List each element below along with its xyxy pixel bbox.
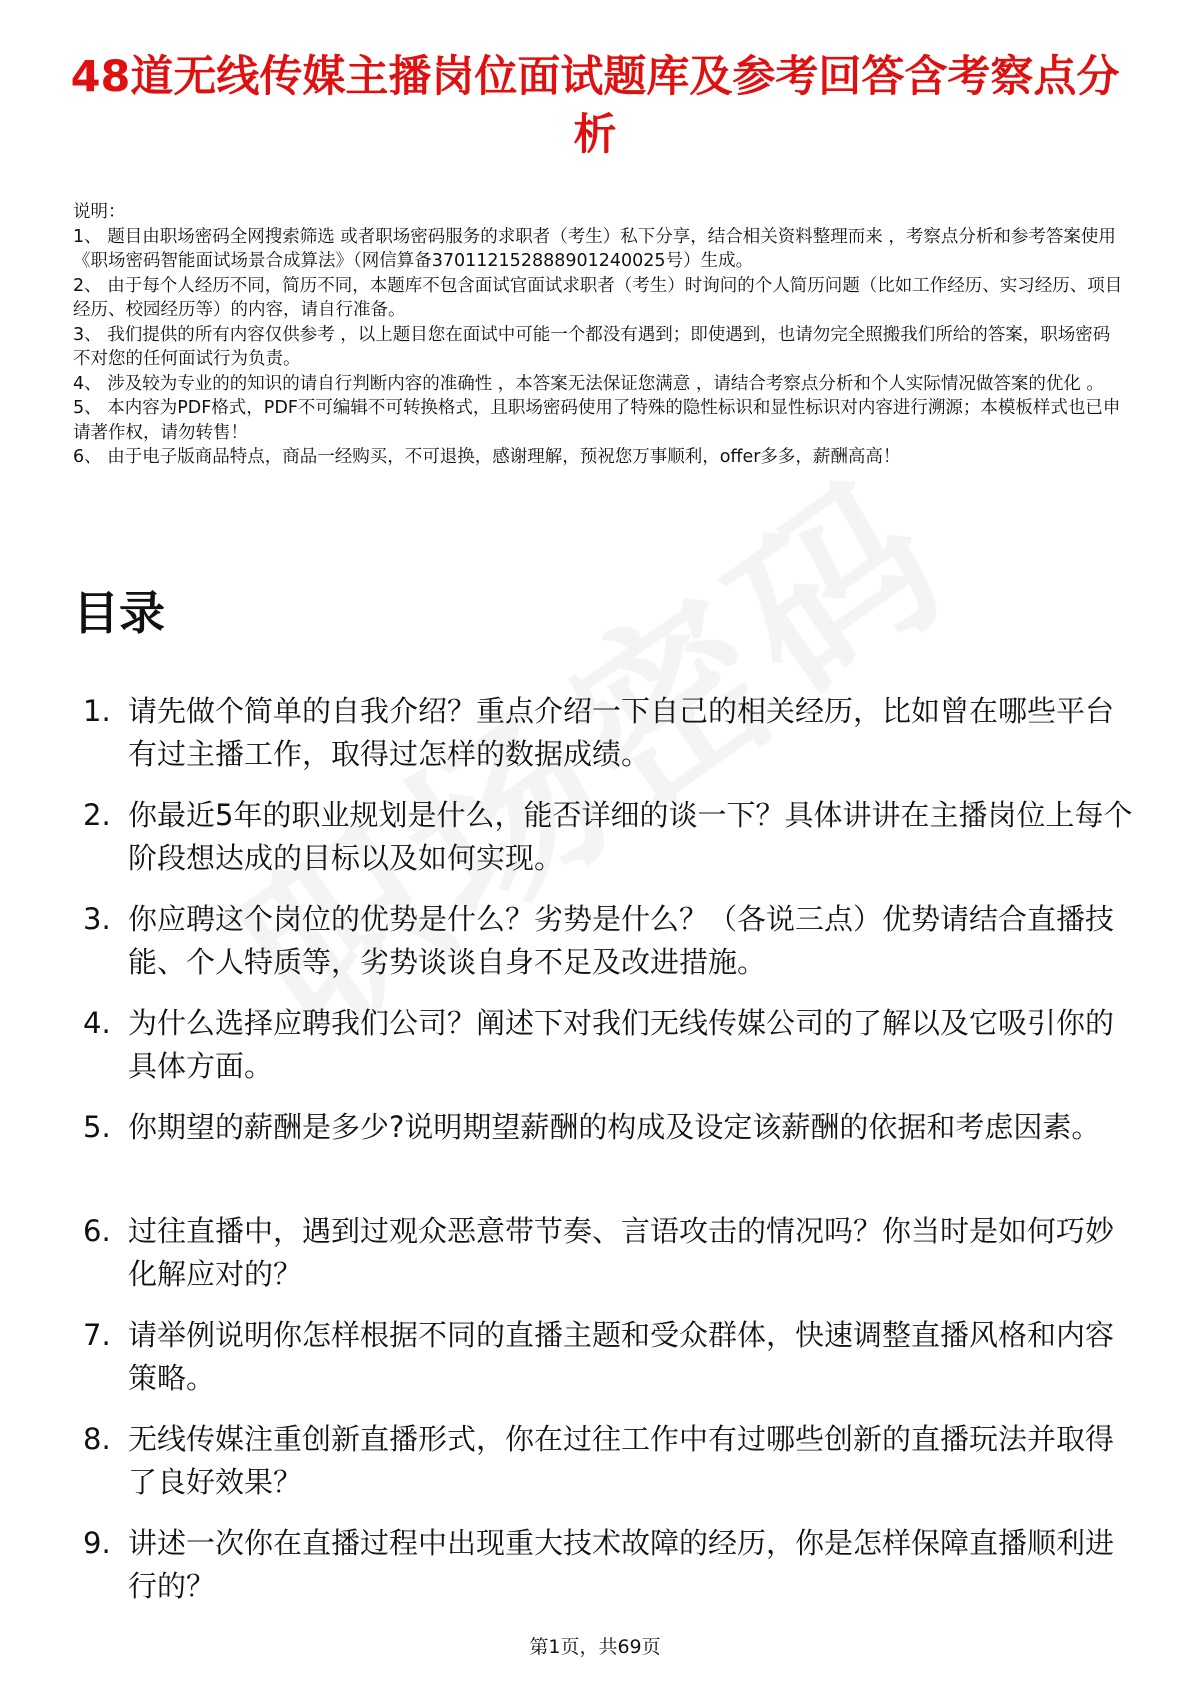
toc-item-2[interactable] [73, 794, 1133, 880]
toc-item-number: 9. [83, 1526, 111, 1560]
toc-item-9[interactable] [73, 1522, 1133, 1608]
toc-item-5[interactable] [73, 1106, 1133, 1192]
toc-item-1[interactable] [73, 690, 1133, 776]
note-item-4: 4、 涉及较为专业的的知识的请自行判断内容的准确性 ，本答案无法保证您满意 ，请结合考察点分析和个人实际情况做答案的优化 。 [73, 373, 1104, 394]
note-item-1: 1、 题目由职场密码全网搜索筛选 或者职场密码服务的求职者（考生）私下分享，结合相关资料整理而来 ，考察点分析和参考答案使用《职场密码智能面试场景合成算法》（网信算备370112152888901240025号）生成。 [73, 226, 1116, 271]
toc-item-text: 请举例说明你怎样根据不同的直播主题和受众群体，快速调整直播风格和内容策略。 [128, 1318, 1115, 1395]
toc-item-text: 你期望的薪酬是多少?说明期望薪酬的构成及设定该薪酬的依据和考虑因素。 [128, 1110, 1101, 1144]
toc-item-number: 5. [83, 1110, 111, 1144]
note-item-2: 2、 由于每个人经历不同，简历不同，本题库不包含面试官面试求职者（考生）时询问的个人简历问题（比如工作经历、实习经历、项目经历、校园经历等）的内容，请自行准备。 [73, 275, 1123, 320]
page-number: 第1页，共69页 [529, 1636, 661, 1658]
toc-item-text: 过往直播中，遇到过观众恶意带节奏、言语攻击的情况吗？你当时是如何巧妙化解应对的？ [128, 1214, 1115, 1291]
toc-item-number: 2. [83, 798, 111, 832]
toc-item-text: 讲述一次你在直播过程中出现重大技术故障的经历，你是怎样保障直播顺利进行的？ [128, 1526, 1115, 1603]
toc-list [73, 690, 1133, 1626]
toc-item-6[interactable] [73, 1210, 1133, 1296]
notes-section [73, 200, 1123, 470]
toc-item-number: 7. [83, 1318, 111, 1352]
notes-heading: 说明： [73, 202, 126, 222]
toc-heading: 目录 [73, 586, 165, 640]
toc-item-number: 3. [83, 902, 111, 936]
toc-item-number: 1. [83, 694, 111, 728]
toc-item-number: 6. [83, 1214, 111, 1248]
note-item-6: 6、 由于电子版商品特点，商品一经购买，不可退换，感谢理解，预祝您万事顺利，offer多多，薪酬高高！ [73, 447, 901, 467]
toc-item-7[interactable] [73, 1314, 1133, 1400]
toc-item-8[interactable] [73, 1418, 1133, 1504]
toc-item-4[interactable] [73, 1002, 1133, 1088]
toc-item-number: 8. [83, 1422, 111, 1456]
toc-item-text: 为什么选择应聘我们公司？阐述下对我们无线传媒公司的了解以及它吸引你的具体方面。 [128, 1006, 1115, 1083]
toc-item-text: 你应聘这个岗位的优势是什么？劣势是什么？（各说三点）优势请结合直播技能、个人特质等，劣势谈谈自身不足及改进措施。 [128, 902, 1115, 979]
document-title: 48道无线传媒主播岗位面试题库及参考回答含考察点分析 [70, 52, 1120, 160]
toc-item-3[interactable] [73, 898, 1133, 984]
note-item-5: 5、 本内容为PDF格式，PDF不可编辑不可转换格式，且职场密码使用了特殊的隐性标识和显性标识对内容进行溯源；本模板样式也已申请著作权，请勿转售！ [73, 398, 1121, 443]
toc-item-text: 请先做个简单的自我介绍？重点介绍一下自己的相关经历，比如曾在哪些平台有过主播工作，取得过怎样的数据成绩。 [128, 694, 1115, 771]
toc-item-number: 4. [83, 1006, 111, 1040]
note-item-3: 3、 我们提供的所有内容仅供参考 ，以上题目您在面试中可能一个都没有遇到；即使遇到，也请勿完全照搬我们所给的答案，职场密码不对您的任何面试行为负责。 [73, 324, 1111, 369]
toc-item-text: 你最近5年的职业规划是什么，能否详细的谈一下？具体讲讲在主播岗位上每个阶段想达成的目标以及如何实现。 [128, 798, 1133, 875]
toc-item-text: 无线传媒注重创新直播形式，你在过往工作中有过哪些创新的直播玩法并取得了良好效果？ [128, 1422, 1115, 1499]
